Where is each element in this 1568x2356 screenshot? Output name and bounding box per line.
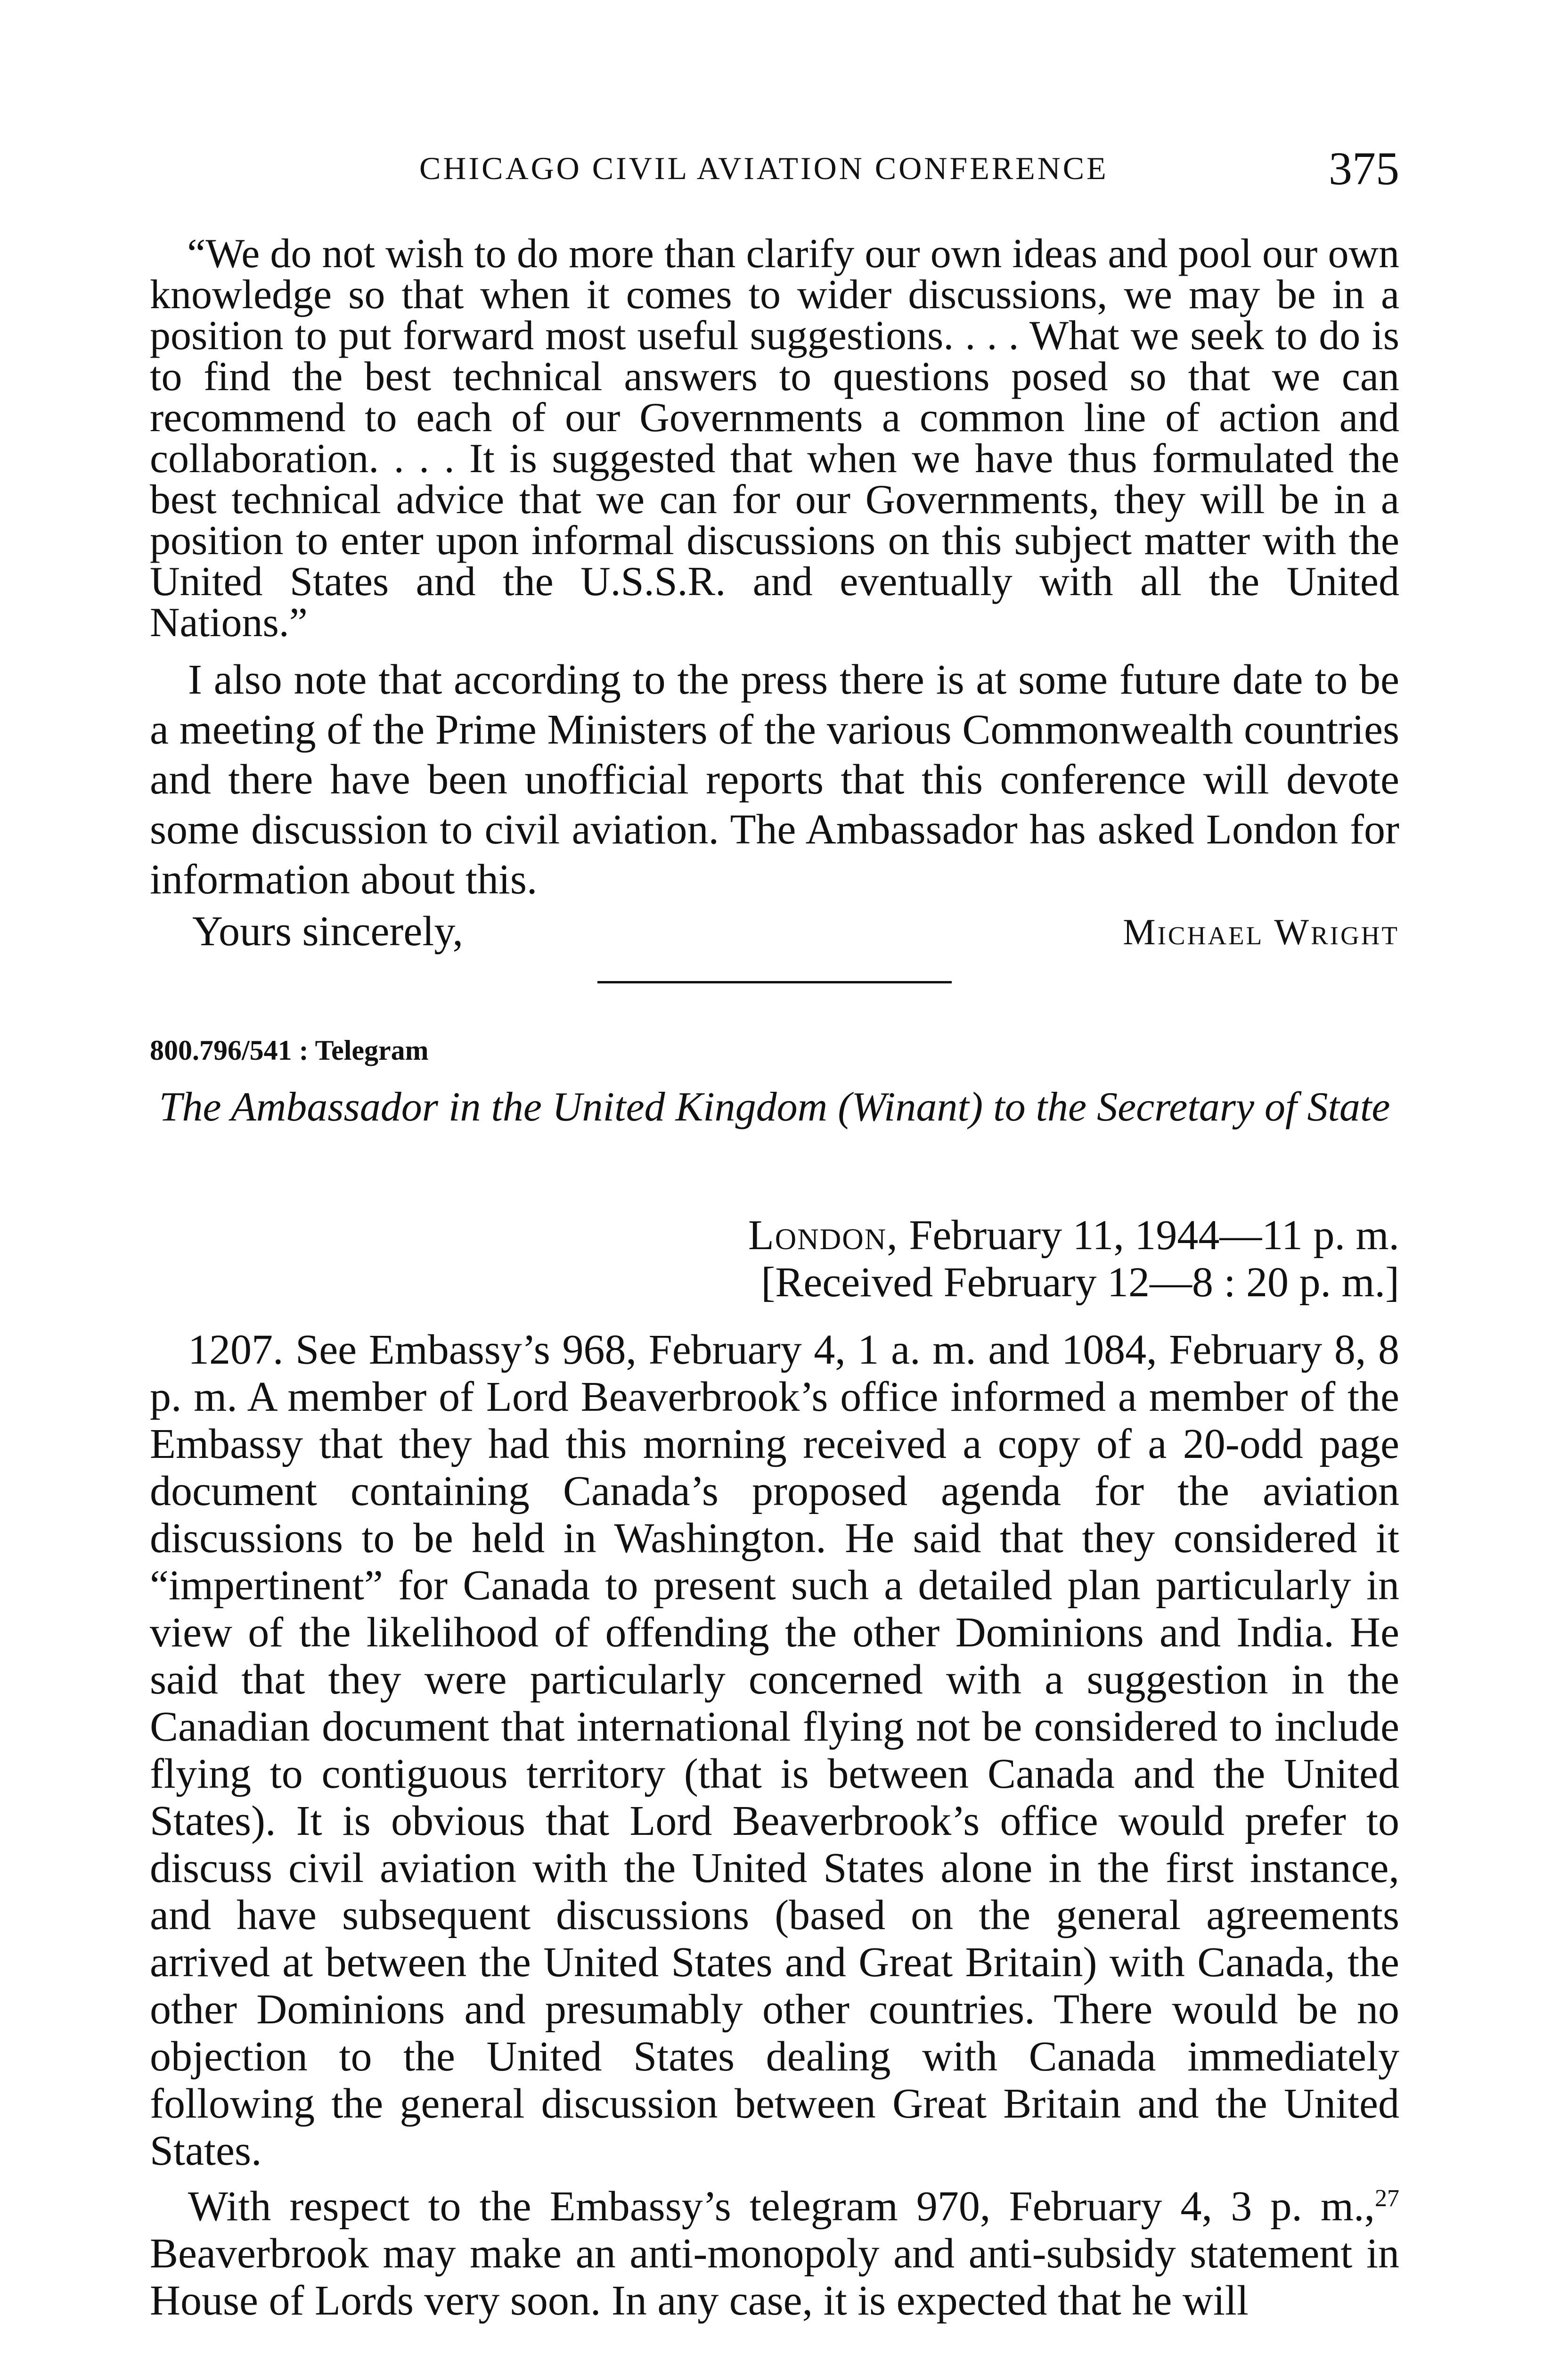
running-head (0, 141, 1568, 198)
dateline-received: [Received February 12—8 : 20 p. m.] (761, 1259, 1399, 1306)
page-number: 375 (1329, 142, 1399, 195)
complimentary-close: Yours sincerely, (192, 908, 463, 955)
letter-paragraph: I also note that according to the press there is at some future date to be a meeting of the Prime Ministers of the various Commonwealth countries and there have been unofficial reports that this conference will devote some discussion to civil aviation. The Ambassador has asked London for information about this. (150, 656, 1399, 903)
telegram-paragraph-1: 1207. See Embassy’s 968, February 4, 1 a. m. and 1084, February 8, 8 p. m. A member of Lord Beaverbrook’s office informed a member of the Embassy that they had this morning received a copy of a 20-odd page document containing Canada’s proposed agenda for the aviation discussions to be held in Washington. He said that they considered it “impertinent” for Canada to present such a detailed plan particularly in view of the likelihood of offending the other Dominions and India. He said that they were particularly concerned with a suggestion in the Canadian document that international flying not be considered to include flying to contiguous territory (that is between Canada and the United States). It is obvious that Lord Beaverbrook’s office would prefer to discuss civil aviation with the United States alone in the first instance, and have subsequent discussions (based on the general agreements arrived at between the United States and Great Britain) with Canada, the other Dominions and presumably other countries. There would be no objection to the United States dealing with Canada immediately following the general discussion between Great Britain and the United States. (150, 1326, 1399, 2174)
letter-closing (150, 907, 1399, 959)
paragraph-2-start: With respect to the Embassy’s telegram 970, February 4, 3 p. m., (188, 2183, 1375, 2230)
running-title: CHICAGO CIVIL AVIATION CONFERENCE (419, 150, 1109, 186)
section-divider (597, 981, 952, 983)
dateline-date: February 11, 1944—11 p. m. (909, 1212, 1399, 1259)
dateline-place: London, (748, 1212, 898, 1259)
file-number: 800.796/541 : Telegram (150, 1035, 429, 1066)
footnote-reference[interactable]: 27 (1375, 2185, 1399, 2212)
paragraph-2-end: Beaverbrook may make an anti-monopoly and anti-subsidy statement in House of Lords very soon. In any case, it is expected that he will (150, 2230, 1399, 2324)
telegram-paragraph-2 (150, 2183, 1399, 2324)
dateline-sent (748, 1212, 1399, 1259)
signature: Michael Wright (1123, 911, 1399, 952)
document-title: The Ambassador in the United Kingdom (Winant) to the Secretary of State (159, 1084, 1390, 1130)
dateline (748, 1212, 1399, 1306)
quoted-passage: “We do not wish to do more than clarify our own ideas and pool our own knowledge so that when it comes to wider discussions, we may be in a position to put forward most useful suggestions. . . . What we seek to do is to find the best technical answers to questions posed so that we can recommend to each of our Governments a common line of action and collaboration. . . . It is suggested that when we have thus formulated the best technical advice that we can for our Governments, they will be in a position to enter upon informal discussions on this subject matter with the United States and the U.S.S.R. and eventually with all the United Nations.” (150, 231, 1399, 646)
telegram-body (150, 1326, 1399, 2324)
